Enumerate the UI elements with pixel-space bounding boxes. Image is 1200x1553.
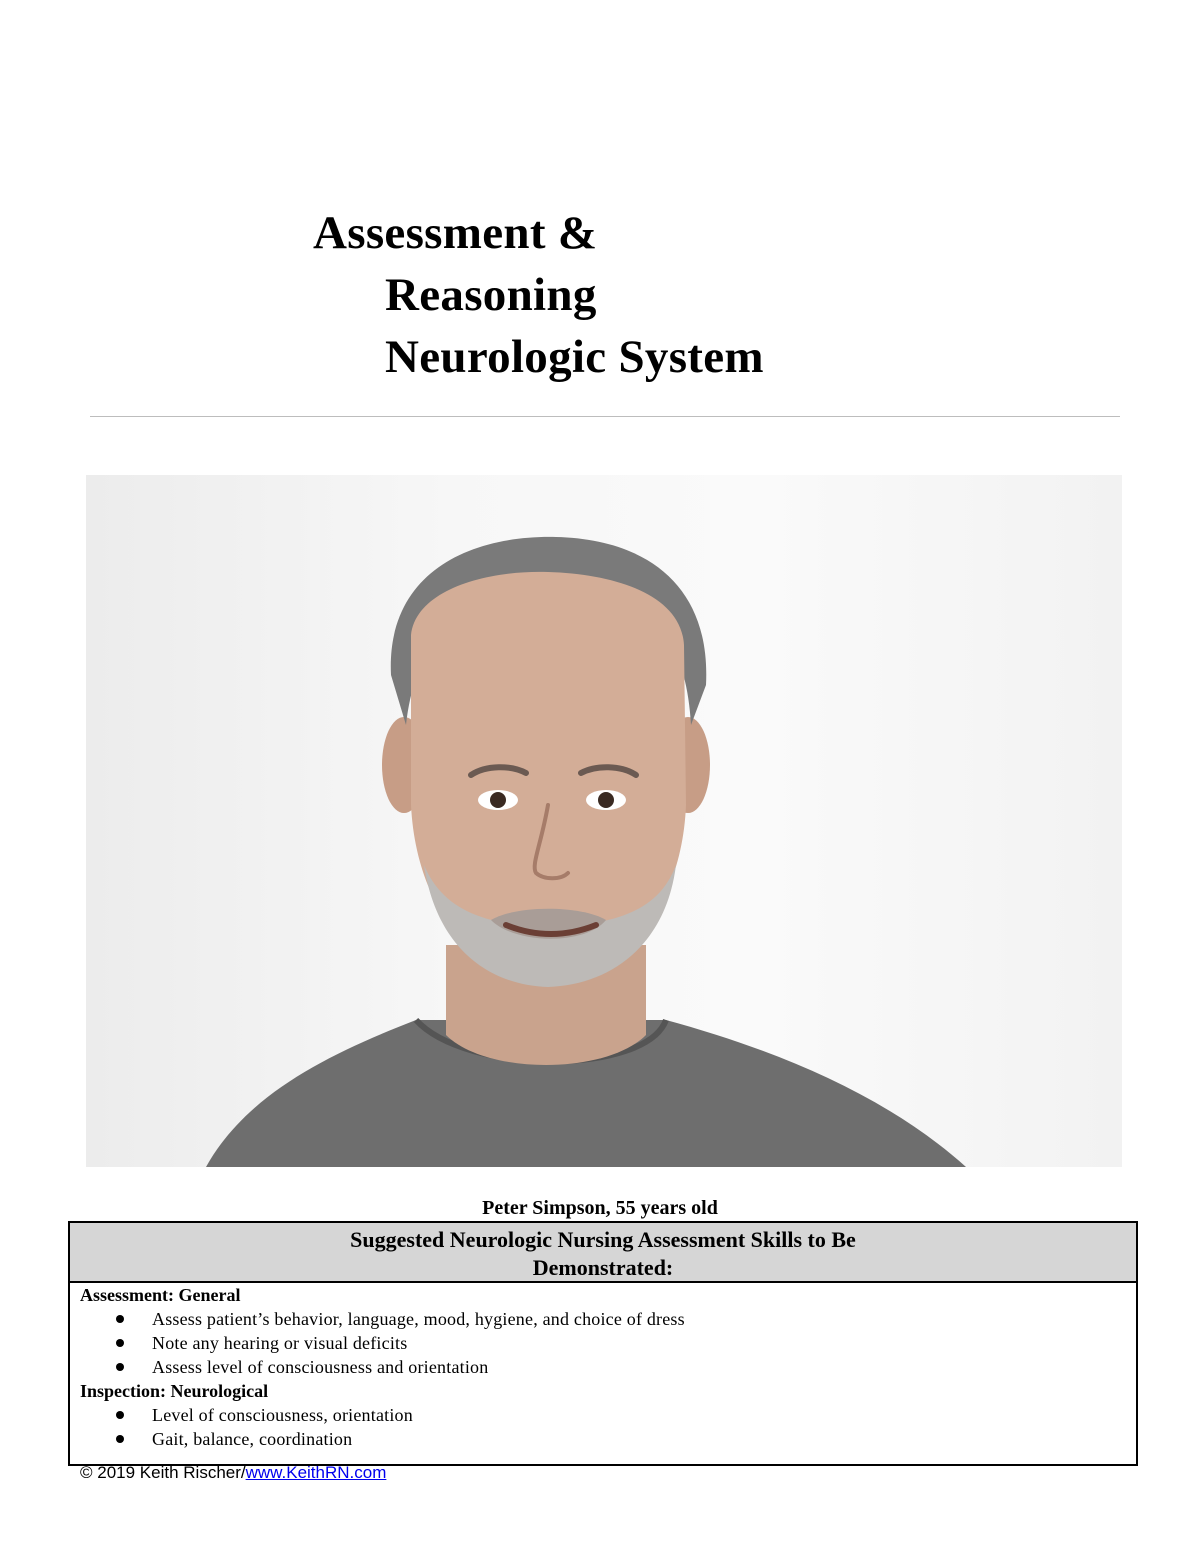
- title-line-3: Neurologic System: [385, 331, 764, 383]
- list-item: [80, 1331, 1126, 1355]
- skills-table: [68, 1221, 1138, 1466]
- bullet-icon: [116, 1411, 124, 1419]
- general-skill-list: [80, 1307, 1126, 1379]
- skill-text: Level of consciousness, orientation: [152, 1405, 413, 1425]
- website-link[interactable]: www.KeithRN.com: [245, 1463, 387, 1482]
- skills-table-body: [70, 1283, 1136, 1451]
- bullet-icon: [116, 1435, 124, 1443]
- section-label-general: Assessment: General: [80, 1285, 241, 1305]
- bullet-icon: [116, 1363, 124, 1371]
- list-item: [80, 1355, 1126, 1379]
- horizontal-divider: [90, 416, 1120, 417]
- skill-text: Gait, balance, coordination: [152, 1429, 353, 1449]
- skill-text: Note any hearing or visual deficits: [152, 1333, 408, 1353]
- title-line-2: Reasoning: [385, 269, 597, 321]
- skills-header-line-2: Demonstrated:: [532, 1255, 674, 1280]
- skill-text: Assess patient’s behavior, language, mood, hygiene, and choice of dress: [152, 1309, 685, 1329]
- patient-portrait-icon: [86, 475, 1122, 1167]
- patient-photo: [86, 475, 1122, 1167]
- footer: [80, 1463, 386, 1483]
- bullet-icon: [116, 1339, 124, 1347]
- neurological-skill-list: [80, 1403, 1126, 1451]
- copyright-text: © 2019 Keith Rischer/: [80, 1463, 246, 1482]
- list-item: [80, 1307, 1126, 1331]
- section-label-neurological: Inspection: Neurological: [80, 1381, 269, 1401]
- list-item: [80, 1427, 1126, 1451]
- list-item: [80, 1403, 1126, 1427]
- title-line-1: Assessment &: [313, 207, 598, 259]
- bullet-icon: [116, 1315, 124, 1323]
- skill-text: Assess level of consciousness and orientation: [152, 1357, 489, 1377]
- photo-caption: Peter Simpson, 55 years old: [482, 1197, 718, 1219]
- skills-header-line-1: Suggested Neurologic Nursing Assessment Skills to Be: [350, 1227, 856, 1252]
- skills-table-header: [70, 1223, 1136, 1283]
